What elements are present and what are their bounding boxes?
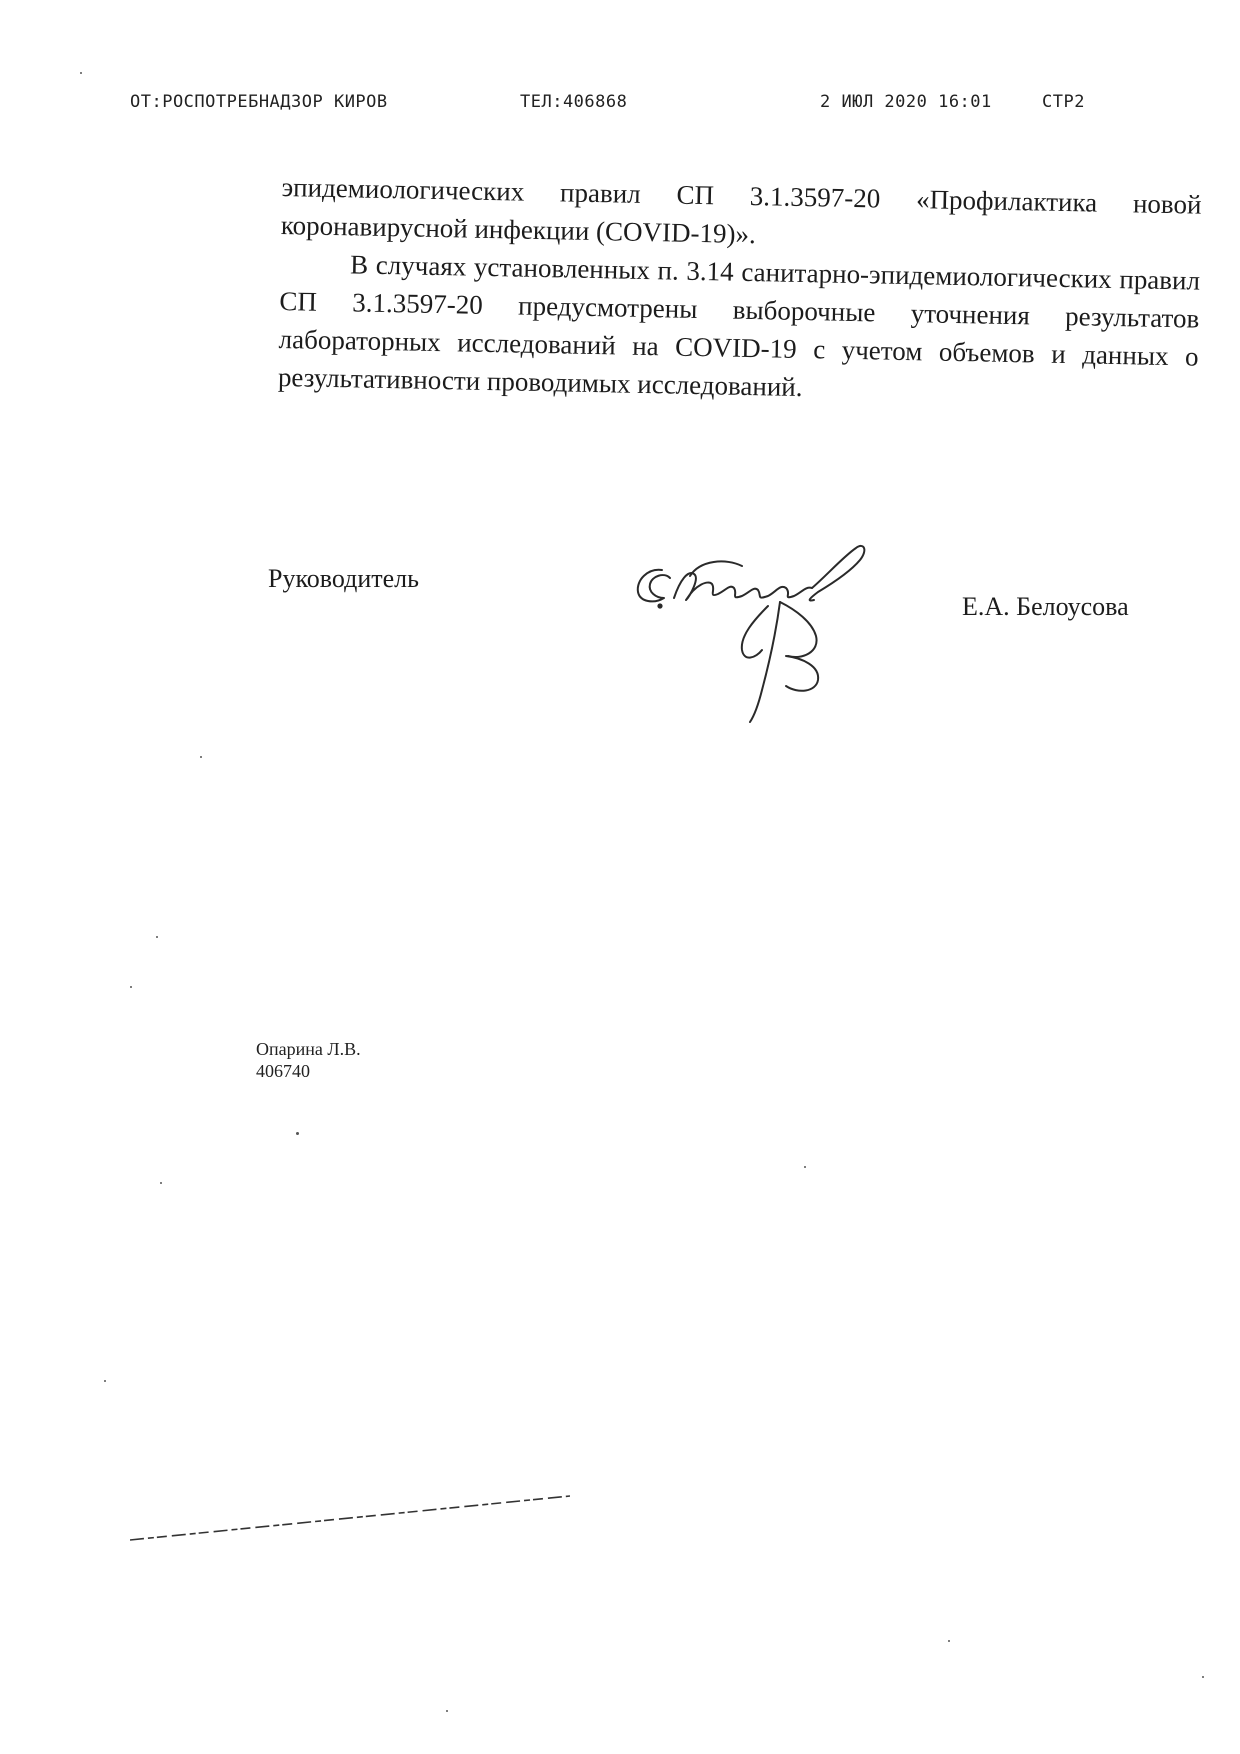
scan-speck xyxy=(446,1710,448,1712)
scan-speck xyxy=(804,1166,806,1168)
dashed-fold-line xyxy=(130,1488,570,1548)
fax-sender: ОТ:РОСПОТРЕБНАДЗОР КИРОВ xyxy=(130,92,388,112)
scan-speck xyxy=(200,756,202,758)
fax-page-number: СТР2 xyxy=(1042,92,1085,112)
signatory-role: Руководитель xyxy=(268,564,419,593)
scan-speck xyxy=(80,72,82,74)
scan-speck xyxy=(160,1182,162,1184)
signatory-name: Е.А. Белоусова xyxy=(962,592,1129,621)
scan-speck xyxy=(104,1380,106,1382)
scan-speck xyxy=(1202,1676,1204,1678)
executor-phone: 406740 xyxy=(256,1061,310,1081)
fax-phone: ТЕЛ:406868 xyxy=(520,92,628,112)
body-paragraph-2: В случаях установленных п. 3.14 санитарно-эпидемиологических правил СП 3.1.3597-20 предусмотрены выборочные уточнения результатов лабораторных исследований на COVID-19 с учетом объемов и данных о результативности проводимых исследований. xyxy=(277,249,1201,403)
executor-info xyxy=(256,1038,361,1082)
letter-body xyxy=(278,168,1202,414)
executor-name: Опарина Л.В. xyxy=(256,1039,361,1059)
scan-speck xyxy=(156,936,158,938)
scan-speck xyxy=(130,986,132,988)
scan-speck xyxy=(948,1640,950,1642)
body-paragraph-1: эпидемиологических правил СП 3.1.3597-20 «Профилактика новой коронавирусной инфекции (COVID-19)». xyxy=(280,171,1202,250)
scan-speck xyxy=(296,1132,299,1135)
fax-datetime: 2 ИЮЛ 2020 16:01 xyxy=(820,92,992,112)
handwritten-signature xyxy=(630,540,900,725)
fax-header xyxy=(130,92,1090,120)
